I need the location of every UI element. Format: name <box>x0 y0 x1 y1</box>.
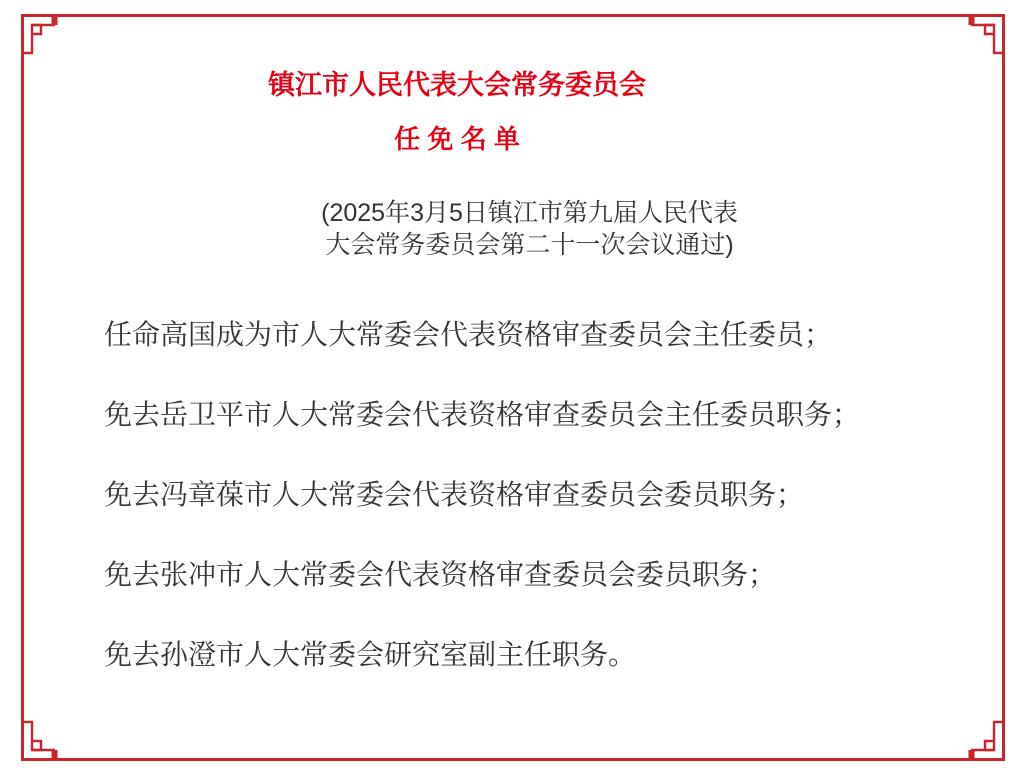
document-subtitle: 任 免 名 单 <box>394 124 520 154</box>
removal-item: 免去张冲市人大常委会代表资格审查委员会委员职务； <box>104 559 777 590</box>
document-content <box>48 34 1025 774</box>
removal-item: 免去岳卫平市人大常委会代表资格审查委员会主任委员职务； <box>104 399 861 430</box>
removal-item: 免去孙澄市人大常委会研究室副主任职务。 <box>104 639 637 670</box>
decorative-border-frame <box>21 14 1005 761</box>
document-title: 镇江市人民代表大会常务委员会 <box>268 70 646 100</box>
appointment-removal-list <box>48 318 1025 672</box>
meeting-note <box>48 197 1011 261</box>
meeting-note-line-1: (2025年3月5日镇江市第九届人民代表 <box>321 199 738 227</box>
appointment-item: 任命高国成为市人大常委会代表资格审查委员会主任委员； <box>104 319 833 350</box>
meeting-note-line-2: 大会常务委员会第二十一次会议通过) <box>325 231 734 259</box>
removal-item: 免去冯章葆市人大常委会代表资格审查委员会委员职务； <box>104 479 805 510</box>
